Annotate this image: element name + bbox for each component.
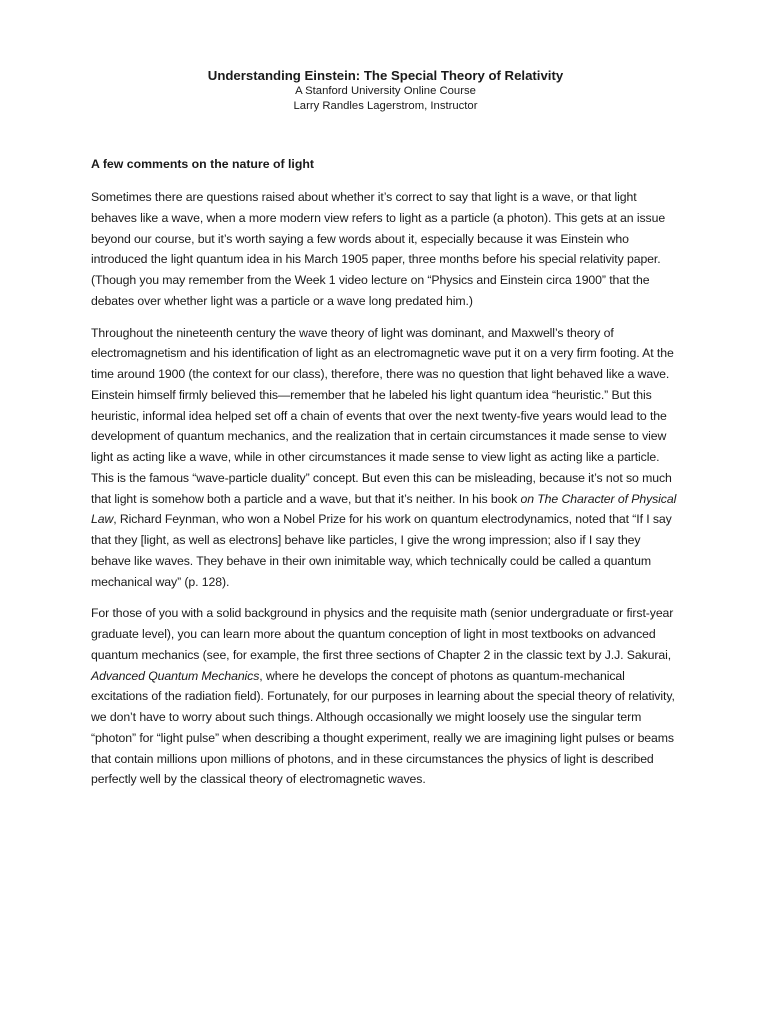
paragraph-2 [91,323,680,593]
paragraph-1: Sometimes there are questions raised about whether it’s correct to say that light is a wave, or that light behaves like a wave, when a more modern view refers to light as a particle (a photon). This gets at an issue beyond our course, but it’s worth saying a few words about it, especially because it was Einstein who introduced the light quantum idea in his March 1905 paper, three months before his special relativity paper. (Though you may remember from the Week 1 video lecture on “Physics and Einstein circa 1900” that the debates over whether light was a particle or a wave long predated him.) [91,190,666,308]
paragraph-3 [91,603,680,790]
paragraph-3-text-a: For those of you with a solid background in physics and the requisite math (senior undergraduate or first-year graduate level), you can learn more about the quantum conception of light in most textbooks on advanced quantum mechanics (see, for example, the first three sections of Chapter 2 in the classic text by J.J. Sakurai, [91,606,674,662]
course-title: Understanding Einstein: The Special Theory of Relativity [207,68,564,83]
course-instructor: Larry Randles Lagerstrom, Instructor [293,100,478,112]
book-title-sakurai: Advanced Quantum Mechanics [91,668,260,683]
paragraph-2-text-a: Throughout the nineteenth century the wave theory of light was dominant, and Maxwell’s theory of electromagnetism and his identification of light as an electromagnetic wave put it on a very firm footing. At the time around 1900 (the context for our class), therefore, there was no question that light behaved like a wave. Einstein himself firmly believed this—remember that he labeled his light quantum idea “heuristic.” But this heuristic, informal idea helped set off a chain of events that over the next twenty-five years would lead to the development of quantum mechanics, and the realization that in certain circumstances it made sense to view light as acting like a wave, while in other circumstances it made sense to view light as acting like a particle. This is the famous “wave-particle duality” concept. But even this can be misleading, because it’s not so much that light is somehow both a particle and a wave, but that it’s neither. In his book [91,325,674,506]
book-title-feynman: on The Character of Physical Law [91,491,677,527]
course-subtitle: A Stanford University Online Course [295,85,476,97]
paragraph-3-text-b: , where he develops the concept of photons as quantum-mechanical excitations of the radiation field). Fortunately, for our purposes in learning about the special theory of relativity, we don’t have to worry about such things. Although occasionally we might loosely use the singular term “photon” for “light pulse” when describing a thought experiment, really we are imagining light pulses or beams that contain millions upon millions of photons, and in these circumstances the physics of light is described perfectly well by the classical theory of electromagnetic waves. [91,668,675,787]
document-header [91,67,680,114]
paragraph-2-text-b: , Richard Feynman, who won a Nobel Prize for his work on quantum electrodynamics, noted that “If I say that they [light, as well as electrons] behave like particles, I give the wrong impression; also if I say they behave like waves. They behave in their own inimitable way, which technically could be called a quantum mechanical way” (p. 128). [91,512,672,589]
section-heading: A few comments on the nature of light [91,157,314,171]
